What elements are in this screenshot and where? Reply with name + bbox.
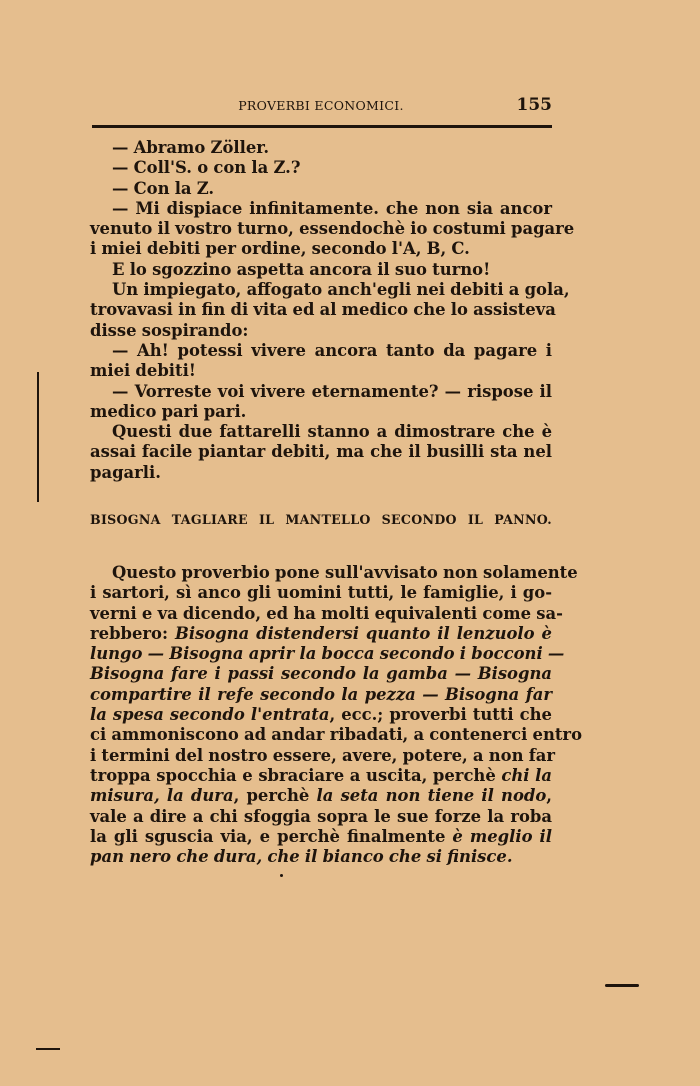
text-line xyxy=(90,361,552,381)
text-run: — Ah! potessi vivere ancora tanto da pagare i xyxy=(112,340,552,360)
text-run: disse sospirando: xyxy=(90,320,249,340)
text-line xyxy=(90,725,583,745)
italic-text: pan nero che dura, che il bianco che si finisce. xyxy=(90,847,513,867)
italic-text: la seta non tiene il nodo xyxy=(316,786,547,806)
text-run: , xyxy=(546,786,552,806)
text-line xyxy=(90,847,552,867)
scan-dot xyxy=(280,874,283,877)
text-line xyxy=(90,624,552,644)
text-run: ci ammoniscono ad andar ribadati, a contenerci entro xyxy=(90,725,583,745)
italic-text: Bisogna fare i passi secondo la gamba — Bisogna xyxy=(90,664,552,684)
text-run: verni e va dicendo, ed ha molti equivalenti come sa- xyxy=(90,603,563,623)
text-run: — Vorreste voi vivere eternamente? — rispose il xyxy=(112,381,552,401)
text-run: medico pari pari. xyxy=(90,401,247,421)
text-line xyxy=(90,260,552,280)
text-line xyxy=(90,300,556,320)
text-line xyxy=(90,766,552,786)
text-run: i termini del nostro essere, avere, potere, a non far xyxy=(90,745,556,765)
text-line xyxy=(90,603,563,624)
text-run: Questi due fattarelli stanno a dimostrare che è xyxy=(112,422,552,442)
text-line xyxy=(90,199,552,219)
text-line xyxy=(90,239,552,259)
section-2-text xyxy=(90,563,583,867)
text-run: Un impiegato, affogato anch'egli nei debiti a gola, xyxy=(112,280,570,300)
text-run: — Coll'S. o con la Z.? xyxy=(112,158,301,178)
text-line xyxy=(90,219,575,239)
text-line xyxy=(90,463,552,483)
scan-margin-line xyxy=(37,372,39,502)
text-line xyxy=(90,583,552,603)
text-line xyxy=(90,442,552,462)
text-run: venuto il vostro turno, essendochè io costumi pagare xyxy=(90,219,575,239)
text-run: assai facile piantar debiti, ma che il busilli sta nel xyxy=(90,442,552,462)
text-line xyxy=(90,402,552,422)
section-1-text xyxy=(90,138,575,483)
text-line xyxy=(90,827,552,847)
text-line xyxy=(90,138,552,158)
page-number: 155 xyxy=(516,95,552,115)
text-run: E lo sgozzino aspetta ancora il suo turno! xyxy=(112,259,491,279)
text-line xyxy=(90,382,552,402)
text-run: miei debiti! xyxy=(90,361,196,381)
scan-mark xyxy=(36,1048,60,1050)
text-run: — Con la Z. xyxy=(112,178,215,198)
text-run: trovavasi in fin di vita ed al medico che lo assisteva xyxy=(90,300,556,320)
text-line xyxy=(90,280,570,300)
text-line xyxy=(90,807,552,827)
text-line xyxy=(90,685,552,705)
text-line xyxy=(90,179,552,199)
running-title: PROVERBI ECONOMICI. xyxy=(238,98,404,113)
text-line xyxy=(90,705,552,725)
text-line xyxy=(90,664,552,684)
text-run: rebbero: xyxy=(90,623,175,643)
text-run: Questo proverbio pone sull'avvisato non solamente xyxy=(112,563,578,582)
scan-mark xyxy=(605,984,639,987)
text-line xyxy=(90,321,552,341)
text-line xyxy=(90,422,552,442)
header-rule xyxy=(92,125,552,128)
text-run: pagarli. xyxy=(90,462,161,482)
text-run: troppa spocchia e sbraciare a uscita, perchè xyxy=(90,765,502,785)
text-run: vale a dire a chi sfoggia sopra le sue forze la roba xyxy=(90,806,552,826)
italic-text: è meglio il xyxy=(452,826,552,846)
text-line xyxy=(90,786,552,806)
text-line xyxy=(90,341,552,361)
text-run: — Mi dispiace infinitamente. che non sia ancor xyxy=(112,198,552,218)
text-run: , ecc.; proverbi tutti che xyxy=(329,705,552,725)
text-run: i sartori, sì anco gli uomini tutti, le famiglie, i go- xyxy=(90,583,552,603)
italic-text: chi la xyxy=(501,765,552,785)
text-line xyxy=(90,745,556,766)
italic-text: la spesa secondo l'entrata xyxy=(90,705,330,725)
text-run: i miei debiti per ordine, secondo l'A, B, C. xyxy=(90,239,470,259)
text-run: — Abramo Zöller. xyxy=(112,138,270,157)
text-run: , perchè xyxy=(233,786,317,806)
section-heading: BISOGNA TAGLIARE IL MANTELLO SECONDO IL PANNO. xyxy=(90,512,552,527)
page-header xyxy=(90,96,552,116)
italic-text: lungo — Bisogna aprir la bocca secondo i bocconi — xyxy=(90,644,565,664)
text-line xyxy=(90,644,565,664)
text-line xyxy=(90,563,578,583)
text-run: la gli sguscia via, e perchè finalmente xyxy=(90,826,453,846)
text-line xyxy=(90,158,552,178)
italic-text: Bisogna distendersi quanto il lenzuolo è xyxy=(174,623,552,643)
italic-text: compartire il refe secondo la pezza — Bisogna far xyxy=(90,684,552,704)
italic-text: misura, la dura xyxy=(90,786,234,806)
